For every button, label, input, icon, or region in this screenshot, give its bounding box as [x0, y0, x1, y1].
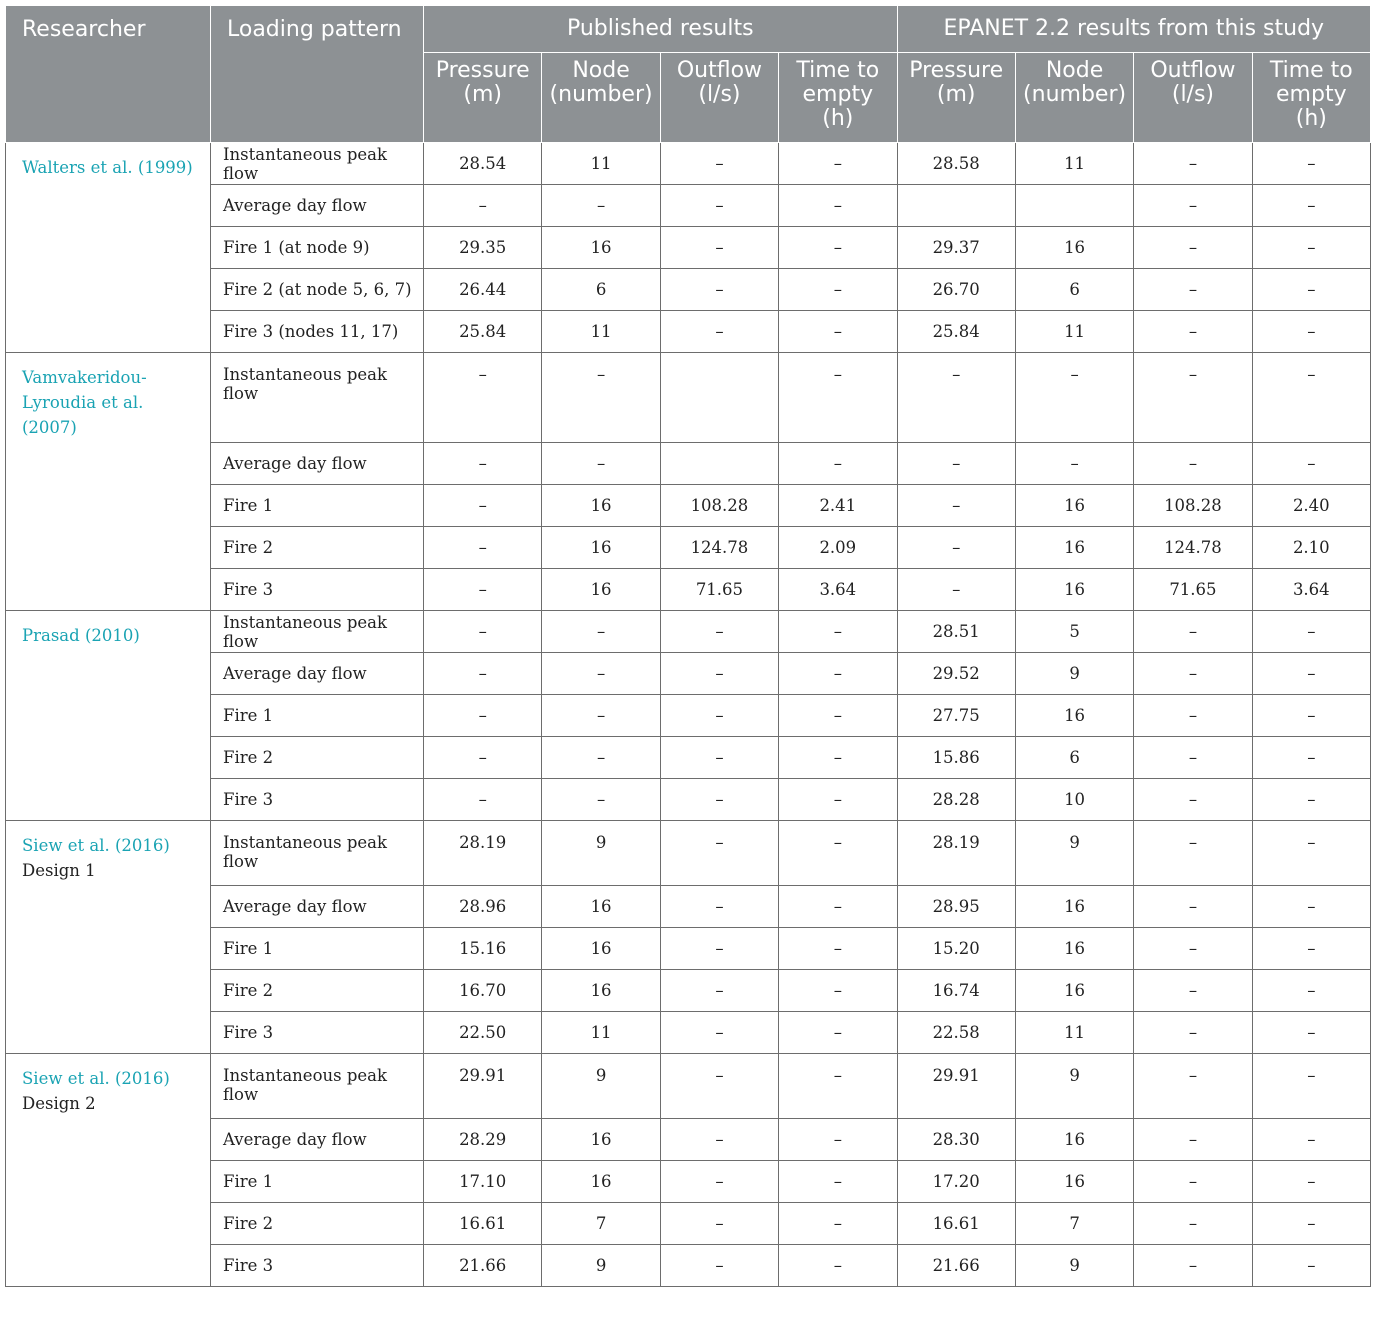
published-node-cell: – — [542, 695, 660, 737]
subheader-line: (h) — [1295, 106, 1327, 131]
published-outflow-cell: – — [660, 1054, 778, 1119]
epanet-outflow-cell: – — [1134, 1119, 1252, 1161]
epanet-node-cell: – — [1015, 353, 1133, 443]
published-pressure-cell: – — [424, 569, 542, 611]
researcher-cell — [6, 821, 211, 1054]
published-pressure-cell: 28.54 — [424, 143, 542, 185]
table-row — [6, 311, 1371, 353]
published-outflow-cell: – — [660, 311, 778, 353]
epanet-time-to-empty-cell: 2.40 — [1252, 485, 1370, 527]
published-outflow-cell: 108.28 — [660, 485, 778, 527]
subheader-line: Pressure — [435, 58, 530, 83]
published-node-cell: 16 — [542, 485, 660, 527]
epanet-time-to-empty-cell: – — [1252, 611, 1370, 653]
subheader-published-pressure — [424, 53, 542, 143]
epanet-time-to-empty-cell: – — [1252, 1012, 1370, 1054]
researcher-citation-link[interactable]: Siew et al. (2016) — [22, 836, 170, 855]
published-node-cell: 9 — [542, 1054, 660, 1119]
published-node-cell: 16 — [542, 569, 660, 611]
published-outflow-cell: – — [660, 737, 778, 779]
epanet-node-cell: – — [1015, 443, 1133, 485]
epanet-node-cell: 6 — [1015, 737, 1133, 779]
researcher-design-label: Design 2 — [22, 1094, 96, 1113]
epanet-outflow-cell: – — [1134, 653, 1252, 695]
published-time-to-empty-cell: – — [779, 1119, 897, 1161]
epanet-pressure-cell: 28.58 — [897, 143, 1015, 185]
published-node-cell: 16 — [542, 928, 660, 970]
published-pressure-cell: 29.35 — [424, 227, 542, 269]
epanet-time-to-empty-cell: – — [1252, 695, 1370, 737]
published-node-cell: 6 — [542, 269, 660, 311]
loading-pattern-cell: Instantaneous peak flow — [211, 353, 424, 443]
epanet-node-cell: 9 — [1015, 1054, 1133, 1119]
table-header — [6, 6, 1371, 143]
epanet-time-to-empty-cell: – — [1252, 311, 1370, 353]
published-pressure-cell: 28.29 — [424, 1119, 542, 1161]
epanet-node-cell: 16 — [1015, 485, 1133, 527]
epanet-time-to-empty-cell: 3.64 — [1252, 569, 1370, 611]
epanet-pressure-cell: 26.70 — [897, 269, 1015, 311]
epanet-outflow-cell: – — [1134, 1012, 1252, 1054]
epanet-outflow-cell: – — [1134, 1245, 1252, 1287]
epanet-outflow-cell: – — [1134, 269, 1252, 311]
table-row — [6, 653, 1371, 695]
published-outflow-cell: – — [660, 1203, 778, 1245]
published-pressure-cell: – — [424, 611, 542, 653]
epanet-pressure-cell — [897, 185, 1015, 227]
published-pressure-cell: 17.10 — [424, 1161, 542, 1203]
loading-pattern-cell: Fire 1 — [211, 485, 424, 527]
epanet-time-to-empty-cell: – — [1252, 1245, 1370, 1287]
table-row — [6, 928, 1371, 970]
published-node-cell: 11 — [542, 143, 660, 185]
researcher-cell — [6, 143, 211, 353]
published-node-cell: 9 — [542, 821, 660, 886]
epanet-node-cell: 16 — [1015, 527, 1133, 569]
published-outflow-cell: – — [660, 227, 778, 269]
published-time-to-empty-cell: – — [779, 143, 897, 185]
published-outflow-cell: – — [660, 695, 778, 737]
published-node-cell: – — [542, 779, 660, 821]
published-outflow-cell: – — [660, 928, 778, 970]
researcher-citation-link[interactable]: Prasad (2010) — [22, 626, 140, 645]
published-outflow-cell: – — [660, 1245, 778, 1287]
epanet-node-cell: 6 — [1015, 269, 1133, 311]
epanet-time-to-empty-cell: – — [1252, 886, 1370, 928]
table-row — [6, 1245, 1371, 1287]
researcher-cell — [6, 1054, 211, 1287]
loading-pattern-cell: Instantaneous peak flow — [211, 1054, 424, 1119]
header-published-results: Published results — [424, 6, 898, 53]
epanet-time-to-empty-cell: – — [1252, 928, 1370, 970]
loading-pattern-cell: Fire 2 — [211, 970, 424, 1012]
subheader-published-time-to-empty — [779, 53, 897, 143]
published-time-to-empty-cell: – — [779, 269, 897, 311]
epanet-pressure-cell: 17.20 — [897, 1161, 1015, 1203]
published-node-cell: 16 — [542, 970, 660, 1012]
subheader-epanet-pressure — [897, 53, 1015, 143]
loading-pattern-cell: Fire 3 — [211, 1012, 424, 1054]
loading-pattern-cell: Average day flow — [211, 886, 424, 928]
epanet-node-cell: 7 — [1015, 1203, 1133, 1245]
subheader-line: (h) — [822, 106, 854, 131]
epanet-time-to-empty-cell: – — [1252, 1119, 1370, 1161]
epanet-outflow-cell: – — [1134, 970, 1252, 1012]
published-node-cell: – — [542, 737, 660, 779]
header-researcher: Researcher — [6, 6, 211, 143]
table-row — [6, 527, 1371, 569]
subheader-line: (number) — [1023, 82, 1127, 107]
published-outflow-cell: – — [660, 1012, 778, 1054]
epanet-time-to-empty-cell: – — [1252, 1161, 1370, 1203]
published-pressure-cell: – — [424, 185, 542, 227]
subheader-epanet-outflow — [1134, 53, 1252, 143]
epanet-outflow-cell: – — [1134, 928, 1252, 970]
epanet-time-to-empty-cell: – — [1252, 227, 1370, 269]
epanet-node-cell: 9 — [1015, 821, 1133, 886]
published-pressure-cell: – — [424, 527, 542, 569]
subheader-line: (m) — [936, 82, 976, 107]
table-row — [6, 1012, 1371, 1054]
researcher-citation-link[interactable]: Walters et al. (1999) — [22, 158, 193, 177]
epanet-pressure-cell: 28.19 — [897, 821, 1015, 886]
epanet-pressure-cell: 28.28 — [897, 779, 1015, 821]
epanet-node-cell: 9 — [1015, 1245, 1133, 1287]
loading-pattern-cell: Fire 1 (at node 9) — [211, 227, 424, 269]
published-time-to-empty-cell: – — [779, 886, 897, 928]
published-outflow-cell: – — [660, 821, 778, 886]
published-pressure-cell: 25.84 — [424, 311, 542, 353]
loading-pattern-cell: Fire 2 — [211, 737, 424, 779]
epanet-node-cell: 16 — [1015, 1161, 1133, 1203]
epanet-node-cell: 11 — [1015, 143, 1133, 185]
table-row — [6, 779, 1371, 821]
epanet-pressure-cell: 29.52 — [897, 653, 1015, 695]
published-node-cell: 7 — [542, 1203, 660, 1245]
published-outflow-cell: – — [660, 1119, 778, 1161]
epanet-pressure-cell: 28.95 — [897, 886, 1015, 928]
epanet-node-cell: 16 — [1015, 569, 1133, 611]
table-row — [6, 821, 1371, 886]
epanet-pressure-cell: – — [897, 569, 1015, 611]
epanet-outflow-cell: – — [1134, 779, 1252, 821]
subheader-line: Outflow — [1150, 58, 1236, 83]
epanet-pressure-cell: 16.74 — [897, 970, 1015, 1012]
published-pressure-cell: 28.96 — [424, 886, 542, 928]
epanet-pressure-cell: – — [897, 353, 1015, 443]
subheader-published-node — [542, 53, 660, 143]
published-outflow-cell: 124.78 — [660, 527, 778, 569]
published-time-to-empty-cell: 3.64 — [779, 569, 897, 611]
epanet-node-cell: 11 — [1015, 1012, 1133, 1054]
researcher-cell — [6, 353, 211, 611]
epanet-node-cell: 9 — [1015, 653, 1133, 695]
published-pressure-cell: – — [424, 737, 542, 779]
epanet-pressure-cell: 15.86 — [897, 737, 1015, 779]
published-pressure-cell: – — [424, 443, 542, 485]
published-node-cell: – — [542, 443, 660, 485]
epanet-time-to-empty-cell: – — [1252, 970, 1370, 1012]
epanet-outflow-cell: – — [1134, 143, 1252, 185]
published-pressure-cell: 22.50 — [424, 1012, 542, 1054]
published-outflow-cell: – — [660, 143, 778, 185]
published-outflow-cell: – — [660, 1161, 778, 1203]
published-time-to-empty-cell: – — [779, 779, 897, 821]
epanet-outflow-cell: – — [1134, 185, 1252, 227]
epanet-outflow-cell: – — [1134, 737, 1252, 779]
epanet-time-to-empty-cell: – — [1252, 821, 1370, 886]
published-pressure-cell: 28.19 — [424, 821, 542, 886]
published-outflow-cell — [660, 353, 778, 443]
loading-pattern-cell: Fire 1 — [211, 695, 424, 737]
loading-pattern-cell: Fire 1 — [211, 1161, 424, 1203]
published-pressure-cell: 26.44 — [424, 269, 542, 311]
subheader-line: empty — [802, 82, 874, 107]
table-row — [6, 1054, 1371, 1119]
subheader-line: (l/s) — [698, 82, 741, 107]
epanet-time-to-empty-cell: – — [1252, 653, 1370, 695]
published-time-to-empty-cell: – — [779, 737, 897, 779]
published-time-to-empty-cell: – — [779, 970, 897, 1012]
table-row — [6, 695, 1371, 737]
loading-pattern-cell: Instantaneous peak flow — [211, 143, 424, 185]
header-loading-pattern: Loading pattern — [211, 6, 424, 143]
researcher-citation-link[interactable]: Lyroudia et al. — [22, 393, 144, 412]
epanet-time-to-empty-cell: – — [1252, 185, 1370, 227]
published-time-to-empty-cell: – — [779, 1012, 897, 1054]
epanet-pressure-cell: – — [897, 443, 1015, 485]
epanet-pressure-cell: 22.58 — [897, 1012, 1015, 1054]
loading-pattern-cell: Fire 2 (at node 5, 6, 7) — [211, 269, 424, 311]
epanet-pressure-cell: 16.61 — [897, 1203, 1015, 1245]
epanet-node-cell: 16 — [1015, 970, 1133, 1012]
published-pressure-cell: – — [424, 695, 542, 737]
epanet-pressure-cell: 21.66 — [897, 1245, 1015, 1287]
published-time-to-empty-cell: – — [779, 1245, 897, 1287]
published-time-to-empty-cell: – — [779, 1203, 897, 1245]
published-outflow-cell: – — [660, 269, 778, 311]
researcher-design-label: Design 1 — [22, 861, 96, 880]
published-node-cell: 16 — [542, 1161, 660, 1203]
epanet-pressure-cell: – — [897, 485, 1015, 527]
researcher-citation-link[interactable]: Siew et al. (2016) — [22, 1069, 170, 1088]
published-time-to-empty-cell: – — [779, 227, 897, 269]
published-time-to-empty-cell: – — [779, 653, 897, 695]
epanet-outflow-cell: – — [1134, 611, 1252, 653]
epanet-time-to-empty-cell: – — [1252, 269, 1370, 311]
subheader-line: (l/s) — [1171, 82, 1215, 107]
results-table — [5, 5, 1371, 1287]
published-time-to-empty-cell: – — [779, 695, 897, 737]
epanet-outflow-cell: – — [1134, 695, 1252, 737]
table-row — [6, 443, 1371, 485]
published-node-cell: 16 — [542, 886, 660, 928]
published-pressure-cell: – — [424, 485, 542, 527]
table-row — [6, 143, 1371, 185]
epanet-outflow-cell: – — [1134, 311, 1252, 353]
epanet-node-cell: 10 — [1015, 779, 1133, 821]
loading-pattern-cell: Fire 3 (nodes 11, 17) — [211, 311, 424, 353]
published-pressure-cell: 29.91 — [424, 1054, 542, 1119]
subheader-line: Node — [1045, 58, 1104, 83]
published-node-cell: 9 — [542, 1245, 660, 1287]
header-epanet-results: EPANET 2.2 results from this study — [897, 6, 1371, 53]
subheader-line: Time to — [796, 58, 880, 83]
loading-pattern-cell: Fire 1 — [211, 928, 424, 970]
table-row — [6, 1203, 1371, 1245]
published-pressure-cell: 16.61 — [424, 1203, 542, 1245]
subheader-line: Node — [572, 58, 630, 83]
published-outflow-cell: – — [660, 970, 778, 1012]
loading-pattern-cell: Fire 2 — [211, 1203, 424, 1245]
table-row — [6, 1119, 1371, 1161]
epanet-node-cell: 16 — [1015, 1119, 1133, 1161]
epanet-outflow-cell: – — [1134, 1203, 1252, 1245]
epanet-time-to-empty-cell: – — [1252, 737, 1370, 779]
epanet-node-cell: 5 — [1015, 611, 1133, 653]
published-pressure-cell: 21.66 — [424, 1245, 542, 1287]
table-row — [6, 611, 1371, 653]
published-time-to-empty-cell: 2.41 — [779, 485, 897, 527]
epanet-outflow-cell: – — [1134, 353, 1252, 443]
table-row — [6, 1161, 1371, 1203]
epanet-outflow-cell: 108.28 — [1134, 485, 1252, 527]
published-time-to-empty-cell: – — [779, 611, 897, 653]
published-node-cell: – — [542, 185, 660, 227]
researcher-citation-link[interactable]: Vamvakeridou- — [22, 368, 147, 387]
published-outflow-cell: – — [660, 653, 778, 695]
loading-pattern-cell: Fire 3 — [211, 1245, 424, 1287]
loading-pattern-cell: Average day flow — [211, 443, 424, 485]
table-row — [6, 886, 1371, 928]
published-pressure-cell: – — [424, 779, 542, 821]
loading-pattern-cell: Fire 3 — [211, 569, 424, 611]
loading-pattern-cell: Instantaneous peak flow — [211, 821, 424, 886]
loading-pattern-cell: Average day flow — [211, 1119, 424, 1161]
subheader-line: empty — [1276, 82, 1347, 107]
published-node-cell: 16 — [542, 1119, 660, 1161]
published-outflow-cell: – — [660, 886, 778, 928]
epanet-node-cell: 16 — [1015, 886, 1133, 928]
published-time-to-empty-cell: – — [779, 821, 897, 886]
subheader-epanet-node — [1015, 53, 1133, 143]
epanet-outflow-cell: – — [1134, 227, 1252, 269]
published-time-to-empty-cell: – — [779, 1161, 897, 1203]
epanet-pressure-cell: 27.75 — [897, 695, 1015, 737]
loading-pattern-cell: Average day flow — [211, 185, 424, 227]
table-body — [6, 143, 1371, 1287]
epanet-time-to-empty-cell: – — [1252, 779, 1370, 821]
epanet-outflow-cell: – — [1134, 1161, 1252, 1203]
table-row — [6, 485, 1371, 527]
published-outflow-cell: 71.65 — [660, 569, 778, 611]
epanet-outflow-cell: 71.65 — [1134, 569, 1252, 611]
epanet-pressure-cell: 29.37 — [897, 227, 1015, 269]
published-outflow-cell: – — [660, 611, 778, 653]
subheader-epanet-time-to-empty — [1252, 53, 1370, 143]
subheader-line: Pressure — [909, 58, 1004, 83]
loading-pattern-cell: Average day flow — [211, 653, 424, 695]
epanet-time-to-empty-cell: – — [1252, 443, 1370, 485]
table-row — [6, 227, 1371, 269]
epanet-outflow-cell: – — [1134, 886, 1252, 928]
epanet-pressure-cell: 25.84 — [897, 311, 1015, 353]
epanet-node-cell: 16 — [1015, 695, 1133, 737]
epanet-time-to-empty-cell: – — [1252, 1203, 1370, 1245]
epanet-pressure-cell: 28.51 — [897, 611, 1015, 653]
researcher-citation-link[interactable]: (2007) — [22, 418, 77, 437]
table-row — [6, 569, 1371, 611]
loading-pattern-cell: Instantaneous peak flow — [211, 611, 424, 653]
epanet-node-cell: 16 — [1015, 227, 1133, 269]
epanet-outflow-cell: – — [1134, 821, 1252, 886]
epanet-node-cell: 16 — [1015, 928, 1133, 970]
table-row — [6, 353, 1371, 443]
table-row — [6, 970, 1371, 1012]
subheader-published-outflow — [660, 53, 778, 143]
published-pressure-cell: – — [424, 653, 542, 695]
epanet-time-to-empty-cell: – — [1252, 1054, 1370, 1119]
epanet-pressure-cell: 29.91 — [897, 1054, 1015, 1119]
published-node-cell: 16 — [542, 227, 660, 269]
loading-pattern-cell: Fire 3 — [211, 779, 424, 821]
subheader-line: Outflow — [676, 58, 763, 83]
table-row — [6, 269, 1371, 311]
epanet-pressure-cell: 15.20 — [897, 928, 1015, 970]
epanet-outflow-cell: 124.78 — [1134, 527, 1252, 569]
researcher-cell — [6, 611, 211, 821]
epanet-pressure-cell: 28.30 — [897, 1119, 1015, 1161]
published-node-cell: 11 — [542, 311, 660, 353]
table-row — [6, 737, 1371, 779]
published-pressure-cell: 16.70 — [424, 970, 542, 1012]
epanet-time-to-empty-cell: 2.10 — [1252, 527, 1370, 569]
published-outflow-cell — [660, 443, 778, 485]
epanet-time-to-empty-cell: – — [1252, 143, 1370, 185]
published-time-to-empty-cell: – — [779, 443, 897, 485]
published-time-to-empty-cell: 2.09 — [779, 527, 897, 569]
published-node-cell: – — [542, 653, 660, 695]
published-time-to-empty-cell: – — [779, 353, 897, 443]
epanet-pressure-cell: – — [897, 527, 1015, 569]
published-time-to-empty-cell: – — [779, 185, 897, 227]
epanet-outflow-cell: – — [1134, 443, 1252, 485]
subheader-line: (number) — [549, 82, 653, 107]
published-time-to-empty-cell: – — [779, 1054, 897, 1119]
epanet-node-cell — [1015, 185, 1133, 227]
subheader-line: Time to — [1269, 58, 1353, 83]
published-pressure-cell: – — [424, 353, 542, 443]
published-outflow-cell: – — [660, 779, 778, 821]
subheader-line: (m) — [463, 82, 502, 107]
published-time-to-empty-cell: – — [779, 928, 897, 970]
epanet-outflow-cell: – — [1134, 1054, 1252, 1119]
published-outflow-cell: – — [660, 185, 778, 227]
table-row — [6, 185, 1371, 227]
loading-pattern-cell: Fire 2 — [211, 527, 424, 569]
epanet-time-to-empty-cell: – — [1252, 353, 1370, 443]
epanet-node-cell: 11 — [1015, 311, 1133, 353]
published-pressure-cell: 15.16 — [424, 928, 542, 970]
published-time-to-empty-cell: – — [779, 311, 897, 353]
published-node-cell: 11 — [542, 1012, 660, 1054]
published-node-cell: 16 — [542, 527, 660, 569]
published-node-cell: – — [542, 353, 660, 443]
published-node-cell: – — [542, 611, 660, 653]
